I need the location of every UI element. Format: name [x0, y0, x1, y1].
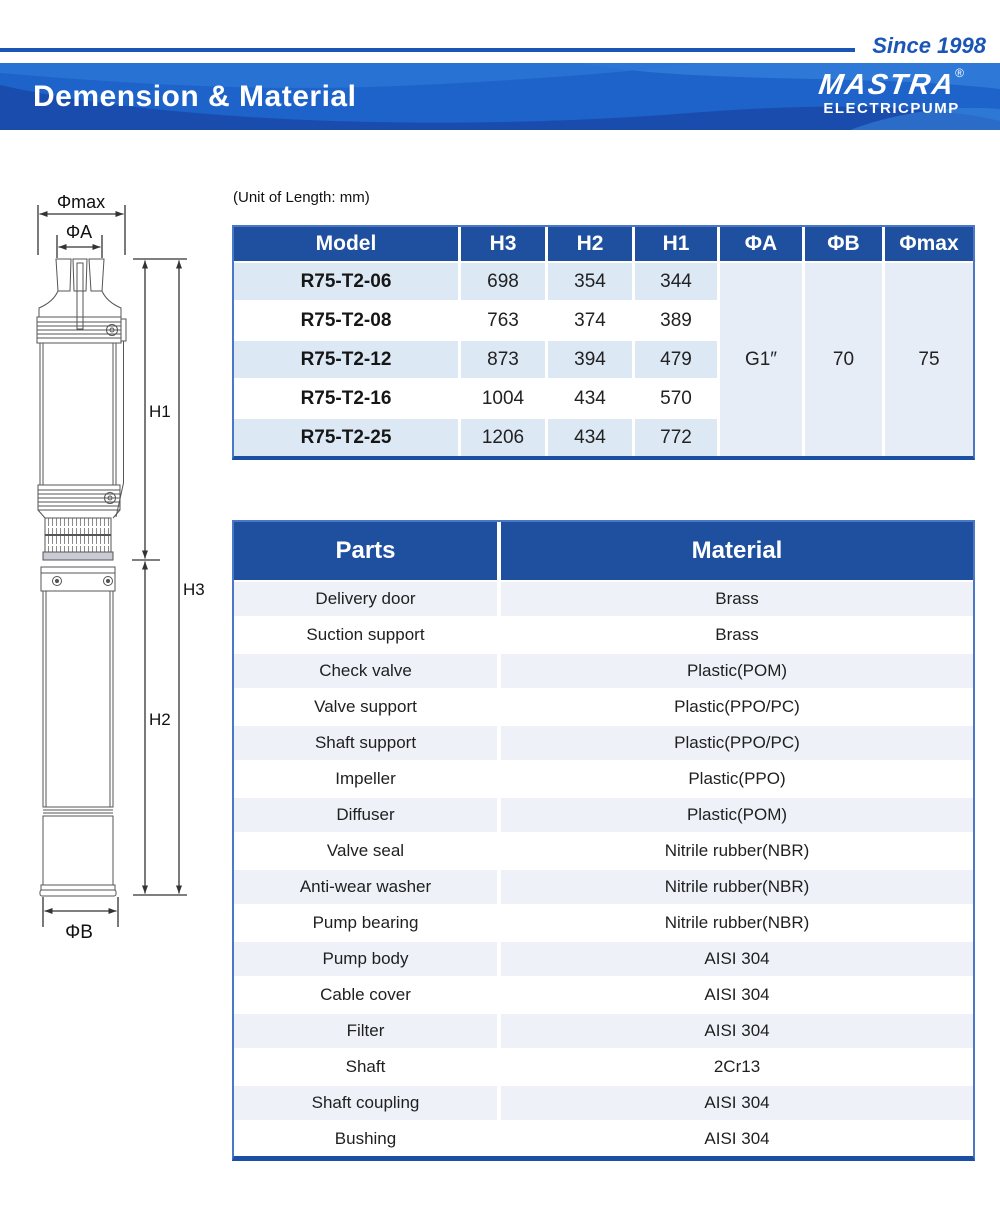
dim-h2: 434	[548, 380, 632, 417]
brand-subtitle: ELECTRICPUMP	[823, 100, 960, 117]
dim-h2: 374	[548, 302, 632, 339]
materials-header-parts: Parts	[234, 522, 497, 580]
part-cell: Impeller	[234, 762, 497, 796]
dim-label-phi-max: Φmax	[56, 192, 106, 212]
material-cell: AISI 304	[501, 1122, 973, 1156]
part-cell: Valve seal	[234, 834, 497, 868]
material-cell: AISI 304	[501, 1086, 973, 1120]
material-cell: Nitrile rubber(NBR)	[501, 870, 973, 904]
page-title: Demension & Material	[33, 80, 357, 113]
material-cell: AISI 304	[501, 942, 973, 976]
material-cell: Plastic(PPO)	[501, 762, 973, 796]
dim-h3: 873	[461, 341, 545, 378]
dim-label-h3: H3	[183, 580, 205, 599]
dim-model: R75-T2-16	[234, 380, 458, 417]
dim-shared-phi-b: 70	[805, 263, 882, 456]
material-cell: Plastic(POM)	[501, 798, 973, 832]
dim-h3: 763	[461, 302, 545, 339]
unit-note: (Unit of Length: mm)	[233, 189, 370, 206]
registered-mark-icon: ®	[955, 66, 964, 80]
dimension-table	[232, 225, 975, 460]
dim-label-phi-b: ΦB	[65, 922, 93, 943]
since-text: Since 1998	[872, 33, 986, 58]
material-cell: Plastic(POM)	[501, 654, 973, 688]
header-band	[0, 63, 1000, 130]
dim-shared-phi-max: 75	[885, 263, 973, 456]
dim-model: R75-T2-06	[234, 263, 458, 300]
dim-model: R75-T2-08	[234, 302, 458, 339]
material-cell: Plastic(PPO/PC)	[501, 690, 973, 724]
part-cell: Suction support	[234, 618, 497, 652]
dim-h1: 570	[635, 380, 717, 417]
brand-logo	[816, 66, 964, 117]
dim-model: R75-T2-25	[234, 419, 458, 456]
top-divider-line	[0, 48, 855, 52]
part-cell: Shaft	[234, 1050, 497, 1084]
part-cell: Pump bearing	[234, 906, 497, 940]
dim-model: R75-T2-12	[234, 341, 458, 378]
material-cell: AISI 304	[501, 978, 973, 1012]
material-cell: Brass	[501, 582, 973, 616]
dim-header-model: Model	[234, 227, 458, 261]
dim-h3: 1206	[461, 419, 545, 456]
part-cell: Cable cover	[234, 978, 497, 1012]
dim-h3: 698	[461, 263, 545, 300]
part-cell: Check valve	[234, 654, 497, 688]
part-cell: Delivery door	[234, 582, 497, 616]
dim-h2: 434	[548, 419, 632, 456]
dim-h2: 394	[548, 341, 632, 378]
material-cell: Nitrile rubber(NBR)	[501, 834, 973, 868]
dim-header-h1: H1	[635, 227, 717, 261]
dim-heights	[132, 259, 187, 895]
brand-name: MASTRA	[816, 69, 958, 101]
dim-header-h2: H2	[548, 227, 632, 261]
materials-header-material: Material	[501, 522, 973, 580]
pump-technical-drawing	[15, 185, 240, 960]
dim-h1: 772	[635, 419, 717, 456]
dim-h1: 389	[635, 302, 717, 339]
dim-header-phi-max: Φmax	[885, 227, 973, 261]
material-cell: 2Cr13	[501, 1050, 973, 1084]
part-cell: Anti-wear washer	[234, 870, 497, 904]
dim-h1: 479	[635, 341, 717, 378]
dim-header-h3: H3	[461, 227, 545, 261]
dim-header-phi-b: ΦB	[805, 227, 882, 261]
part-cell: Pump body	[234, 942, 497, 976]
material-cell: AISI 304	[501, 1014, 973, 1048]
material-cell: Nitrile rubber(NBR)	[501, 906, 973, 940]
part-cell: Diffuser	[234, 798, 497, 832]
dim-label-h2: H2	[149, 710, 171, 729]
part-cell: Filter	[234, 1014, 497, 1048]
dim-label-h1: H1	[149, 402, 171, 421]
material-cell: Brass	[501, 618, 973, 652]
dim-shared-phi-a: G1″	[720, 263, 802, 456]
dim-h2: 354	[548, 263, 632, 300]
dim-h1: 344	[635, 263, 717, 300]
dim-h3: 1004	[461, 380, 545, 417]
dim-label-phi-a: ΦA	[65, 222, 93, 242]
part-cell: Bushing	[234, 1122, 497, 1156]
part-cell: Shaft support	[234, 726, 497, 760]
part-cell: Valve support	[234, 690, 497, 724]
pump-outline	[37, 259, 126, 896]
dim-header-phi-a: ΦA	[720, 227, 802, 261]
materials-table	[232, 520, 975, 1161]
part-cell: Shaft coupling	[234, 1086, 497, 1120]
material-cell: Plastic(PPO/PC)	[501, 726, 973, 760]
